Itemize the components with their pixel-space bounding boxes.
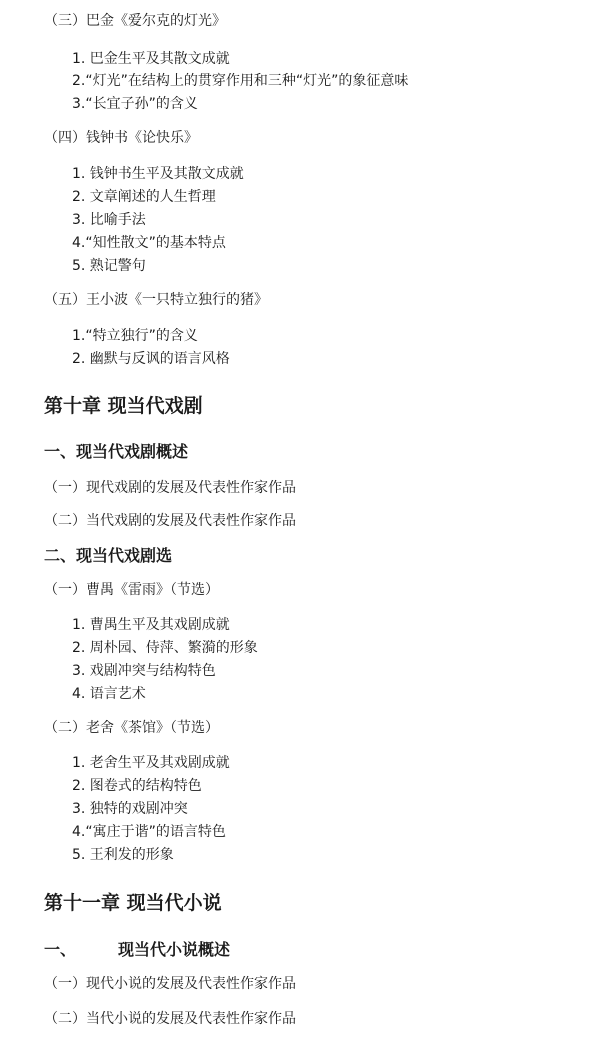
- subsection-heading: （三）巴金《爱尔克的灯光》: [44, 13, 226, 29]
- list-item: 2.“灯光”在结构上的贯穿作用和三种“灯光”的象征意味: [72, 73, 409, 89]
- list-item: 5. 熟记警句: [72, 258, 146, 274]
- list-item: 3. 戏剧冲突与结构特色: [72, 663, 216, 679]
- list-item: 1. 曹禺生平及其戏剧成就: [72, 617, 230, 633]
- list-item: 3.“长宜子孙”的含义: [72, 96, 198, 112]
- list-item: 2. 幽默与反讽的语言风格: [72, 351, 230, 367]
- subsection-heading: （二）当代戏剧的发展及代表性作家作品: [44, 513, 296, 529]
- subsection-heading: （一）现代小说的发展及代表性作家作品: [44, 976, 296, 992]
- list-item: 1. 老舍生平及其戏剧成就: [72, 755, 230, 771]
- list-item: 5. 王利发的形象: [72, 847, 174, 863]
- section-heading: [44, 942, 230, 958]
- subsection-heading: （二）当代小说的发展及代表性作家作品: [44, 1011, 296, 1027]
- subsection-heading: （一）曹禺《雷雨》（节选）: [44, 582, 219, 598]
- list-item: 4.“寓庄于谐”的语言特色: [72, 824, 226, 840]
- subsection-heading: （二）老舍《茶馆》（节选）: [44, 720, 219, 736]
- list-item: 4. 语言艺术: [72, 686, 146, 702]
- chapter-heading: 第十一章 现当代小说: [44, 892, 222, 914]
- section-number: 一、: [44, 940, 77, 959]
- chapter-heading: 第十章 现当代戏剧: [44, 395, 203, 417]
- section-heading: 二、现当代戏剧选: [44, 546, 173, 565]
- section-title: 现当代小说概述: [118, 940, 231, 959]
- section-heading: 一、现当代戏剧概述: [44, 442, 189, 461]
- list-item: 4.“知性散文”的基本特点: [72, 235, 226, 251]
- list-item: 3. 比喻手法: [72, 212, 146, 228]
- subsection-heading: （五）王小波《一只特立独行的猪》: [44, 292, 268, 308]
- list-item: 2. 图卷式的结构特色: [72, 778, 202, 794]
- list-item: 2. 文章阐述的人生哲理: [72, 189, 216, 205]
- subsection-heading: （一）现代戏剧的发展及代表性作家作品: [44, 480, 296, 496]
- list-item: 2. 周朴园、侍萍、繁漪的形象: [72, 640, 258, 656]
- list-item: 1.“特立独行”的含义: [72, 328, 198, 344]
- list-item: 1. 巴金生平及其散文成就: [72, 51, 230, 67]
- list-item: 1. 钱钟书生平及其散文成就: [72, 166, 244, 182]
- subsection-heading: （四）钱钟书《论快乐》: [44, 130, 198, 146]
- list-item: 3. 独特的戏剧冲突: [72, 801, 188, 817]
